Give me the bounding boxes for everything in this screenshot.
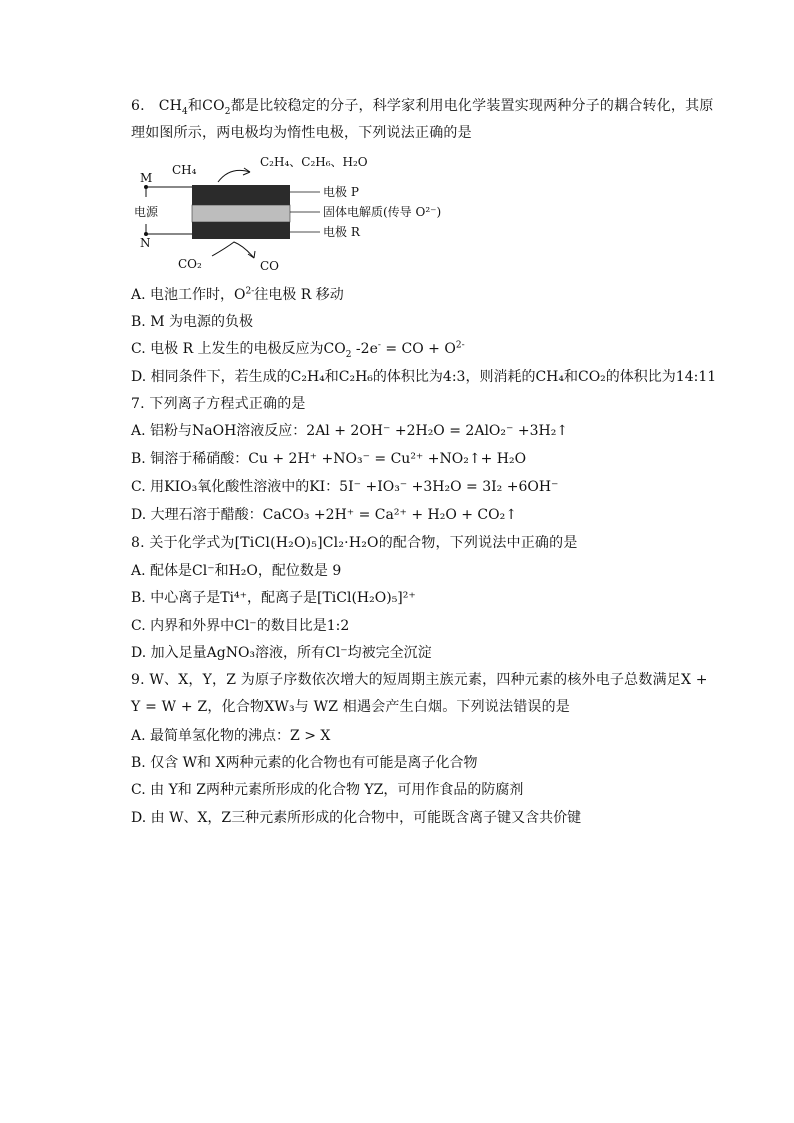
electrode-p-shape (192, 185, 290, 205)
q9-option-a: A. 最简单氢化物的沸点：Z > X (131, 728, 331, 744)
arrow-bottom-curve (212, 242, 254, 258)
q7-option-c: C. 用KIO₃氧化酸性溶液中的KI：5I⁻ +IO₃⁻ +3H₂O = 3I₂ +6OH⁻ (131, 479, 559, 495)
electrolyte-shape (192, 205, 290, 222)
q6-co-text: 和CO (187, 98, 225, 114)
q8-option-b: B. 中心离子是Ti⁴⁺，配离子是[TiCl(H₂O)₅]²⁺ (131, 590, 416, 606)
q7-stem: 7. 下列离子方程式正确的是 (131, 396, 306, 412)
q6-opt-a-rest: 往电极 R 移动 (254, 287, 344, 303)
q9-option-d: D. 由 W、X，Z三种元素所形成的化合物中，可能既含离子键又含共价键 (131, 810, 582, 826)
label-electrode-p: 电极 P (323, 185, 359, 199)
q6-option-b: B. M 为电源的负极 (131, 314, 253, 330)
label-electrolyte: 固体电解质(传导 O²⁻) (323, 205, 442, 219)
q6-opt-c-mid: -2e (351, 341, 378, 357)
q6-opt-c-text: C. 电极 R 上发生的电极反应为CO (131, 341, 346, 357)
label-co: CO (260, 259, 280, 273)
label-products: C₂H₄、C₂H₆、H₂O (260, 155, 368, 169)
q6-option-a (131, 285, 344, 305)
q6-opt-c-sup1: - (377, 340, 381, 351)
arrow-top-curve (218, 170, 250, 182)
q9-option-b: B. 仅含 W和 X两种元素的化合物也有可能是离子化合物 (131, 755, 478, 771)
q6-ch-text: CH (158, 98, 183, 114)
q7-option-a: A. 铝粉与NaOH溶液反应：2Al + 2OH⁻ +2H₂O = 2AlO₂⁻ +3H₂↑ (131, 423, 569, 439)
q8-option-d: D. 加入足量AgNO₃溶液，所有Cl⁻均被完全沉淀 (131, 645, 432, 661)
q6-stem-line2: 理如图所示，两电极均为惰性电极，下列说法正确的是 (131, 125, 472, 141)
label-m: M (140, 171, 153, 185)
q6-option-d: D. 相同条件下，若生成的C₂H₄和C₂H₆的体积比为4:3，则消耗的CH₄和CO₂的体积比为14:11 (131, 369, 717, 385)
electrolysis-diagram (130, 152, 530, 276)
q6-stem-line1 (131, 96, 714, 116)
q6-option-c (131, 339, 465, 359)
terminal-m (144, 185, 148, 189)
q6-sub-4: 4 (182, 106, 188, 117)
q6-opt-a-sup: 2- (245, 286, 255, 297)
q6-opt-c-sup2: 2- (455, 340, 465, 351)
q7-option-b: B. 铜溶于稀硝酸：Cu + 2H⁺ +NO₃⁻ = Cu²⁺ +NO₂↑+ H₂O (131, 451, 527, 467)
q8-option-a: A. 配体是Cl⁻和H₂O，配位数是 9 (131, 563, 342, 579)
label-co2: CO₂ (178, 257, 202, 271)
q6-number: 6. (131, 98, 145, 114)
label-n: N (140, 236, 151, 250)
q8-option-c: C. 内界和外界中Cl⁻的数目比是1:2 (131, 618, 350, 634)
label-power: 电源 (134, 205, 159, 219)
q9-stem-line2: Y = W + Z，化合物XW₃与 WZ 相遇会产生白烟。下列说法错误的是 (131, 699, 571, 715)
q9-option-c: C. 由 Y和 Z两种元素所形成的化合物 YZ，可用作食品的防腐剂 (131, 782, 524, 798)
q6-opt-a-text: A. 电池工作时，O (131, 287, 246, 303)
q6-sub-2: 2 (224, 106, 231, 117)
q9-stem-line1: 9. W、X，Y，Z 为原子序数依次增大的短周期主族元素，四种元素的核外电子总数满足X + (131, 672, 708, 688)
q6-opt-c-rest: = CO + O (380, 341, 456, 357)
q7-option-d: D. 大理石溶于醋酸：CaCO₃ +2H⁺ = Ca²⁺ + H₂O + CO₂↑ (131, 507, 517, 523)
electrode-r-shape (192, 222, 290, 239)
label-electrode-r: 电极 R (323, 225, 360, 239)
label-ch4: CH₄ (172, 163, 197, 177)
q6-opt-c-sub: 2 (345, 349, 352, 360)
q6-stem-rest: 都是比较稳定的分子，科学家利用电化学装置实现两种分子的耦合转化，其原 (230, 98, 714, 114)
q8-stem: 8. 关于化学式为[TiCl(H₂O)₅]Cl₂·H₂O的配合物，下列说法中正确的是 (131, 535, 578, 551)
